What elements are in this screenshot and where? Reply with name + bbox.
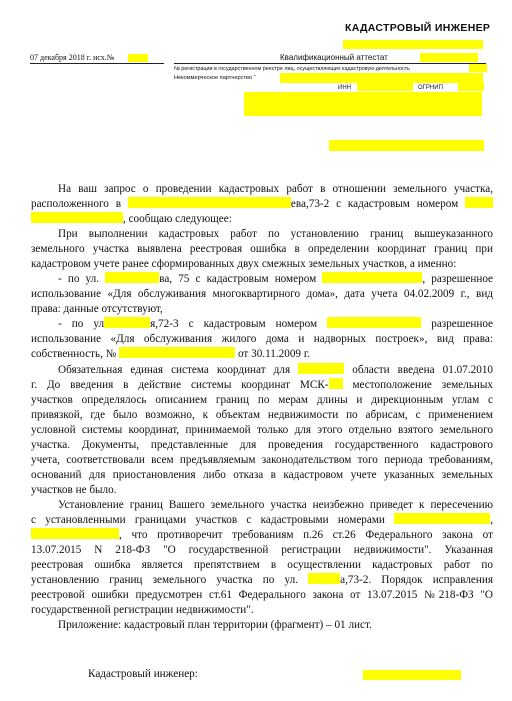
redaction [298,363,344,374]
text-line: с установленными границами участков с кадастровыми номерами , [31,514,494,526]
redaction-outgoing-number [128,54,148,62]
redaction [31,212,123,223]
text-line: учета, соответствовали всем предъявляемым законодательством того периода требованиям, [31,454,493,466]
text-line: привязкой, где было возможно, к объектам недвижимости по абрисам, с применением [31,409,493,421]
signature-label: Кадастровый инженер: [88,668,198,680]
ogrnip-label: ОГРНИП [418,85,443,91]
text-line: - по ул. ва, 75 с кадастровым номером , разрешенное [58,273,494,285]
redaction [128,197,291,208]
redaction [329,378,343,389]
text-line: земельного участка выявлена реестровая ошибка в определении координат границ при [31,243,493,255]
text-line: участков не было. [31,484,117,496]
text-line: участков определялось описанием границ по мерам длины и дирекционным углам с [31,394,493,406]
redaction [31,528,119,539]
date-underline [30,63,164,64]
text-line: Установление границ Вашего земельного участка неизбежно приведет к пересечению [58,499,493,511]
redaction [322,272,422,283]
text-line: г. До введения в действие системы координат МСК- местоположение земельных [31,379,494,391]
text-line: кадастровом учете ранее сформированных двух смежных земельных участков, а именно: [31,258,457,270]
redaction [105,272,159,283]
text-line: оснований для приостановления либо отказа в кадастровом учете указанных земельных [31,469,493,481]
text-line: государственной регистрации недвижимости". [31,604,254,616]
inn-label: ИНН [338,85,351,91]
attestat-underline [174,63,486,64]
redaction [104,317,150,328]
text-line: 13.07.2015 N 218-ФЗ "О государственной регистрации недвижимости". Указанная [31,544,493,556]
redaction-inn [357,82,413,91]
attestat-label: Квалификационный аттестат [280,53,388,62]
paragraph-error [31,227,493,362]
redaction-signature-name [363,670,461,680]
redaction-name [343,40,483,49]
redaction-addressee-2 [329,140,484,151]
registry-note: № регистрации в государственном реестре лиц, осуществляющих кадастровую деятельность [174,66,410,72]
paragraph-attachment [31,618,493,633]
text-line: использование «Для обслуживания многоквартирного дома», дата учета 04.02.2009 г., вид [31,288,493,300]
text-line: права: данные отсутствуют, [31,303,163,315]
text-line: - по ул я,72-3 с кадастровым номером разрешенное [58,318,494,330]
text-line: расположенного в ева,73-2 с кадастровым номером [31,197,493,212]
redaction-registry-number [469,64,487,72]
text-line: На ваш запрос о проведении кадастровых работ в отношении земельного участка, [58,183,493,195]
paragraph-coordinates [31,363,493,498]
text-line: условной системы координат, принимаемой только для этого отдельно взятого земельного [31,424,493,436]
text-line: использование «Для обслуживания жилого дома и надворных построек», вид права: [31,333,493,345]
paragraph-boundary [31,498,493,618]
redaction [394,513,490,524]
text-line: При выполнении кадастровых работ по установлению границ вышеуказанного [58,228,493,240]
attachment-line: Приложение: кадастровый план территории (фрагмент) – 01 лист. [58,619,372,631]
redaction-ogrnip [458,82,484,91]
redaction-attestat-number [420,53,478,62]
text-line: реестровой ошибки предусмотрен ст.61 Федерального закона от 13.07.2015 №218-ФЗ "О [31,589,493,601]
paragraph-request [31,182,493,227]
text-line: участка. Документы, представленные для проведения государственного кадастрового [31,439,493,451]
text-line: , сообщаю следующее: [31,212,493,227]
redaction-addressee-1 [244,92,482,116]
text-line: установлению границ земельного участка по ул. а,73-2. Порядок исправления [31,574,493,586]
document-title: КАДАСТРОВЫЙ ИНЖЕНЕР [345,22,491,34]
redaction [119,347,235,358]
redaction [465,197,493,208]
redaction [308,573,340,584]
text-line: Обязательная единая система координат для области введена 01.07.2010 [58,364,493,376]
text-line: реестровая ошибка является препятствием в осуществлении кадастровых работ по [31,559,493,571]
redaction [327,317,421,328]
date-ref: 07 декабря 2018 г. исх.№ [30,53,115,62]
text-line: собственность, № от 30.11.2009 г. [31,348,310,360]
text-line: , что противоречит требованиям п.26 ст.26 Федерального закона от [31,528,493,543]
partnership-label: Некоммерческое партнерство " [174,75,256,81]
